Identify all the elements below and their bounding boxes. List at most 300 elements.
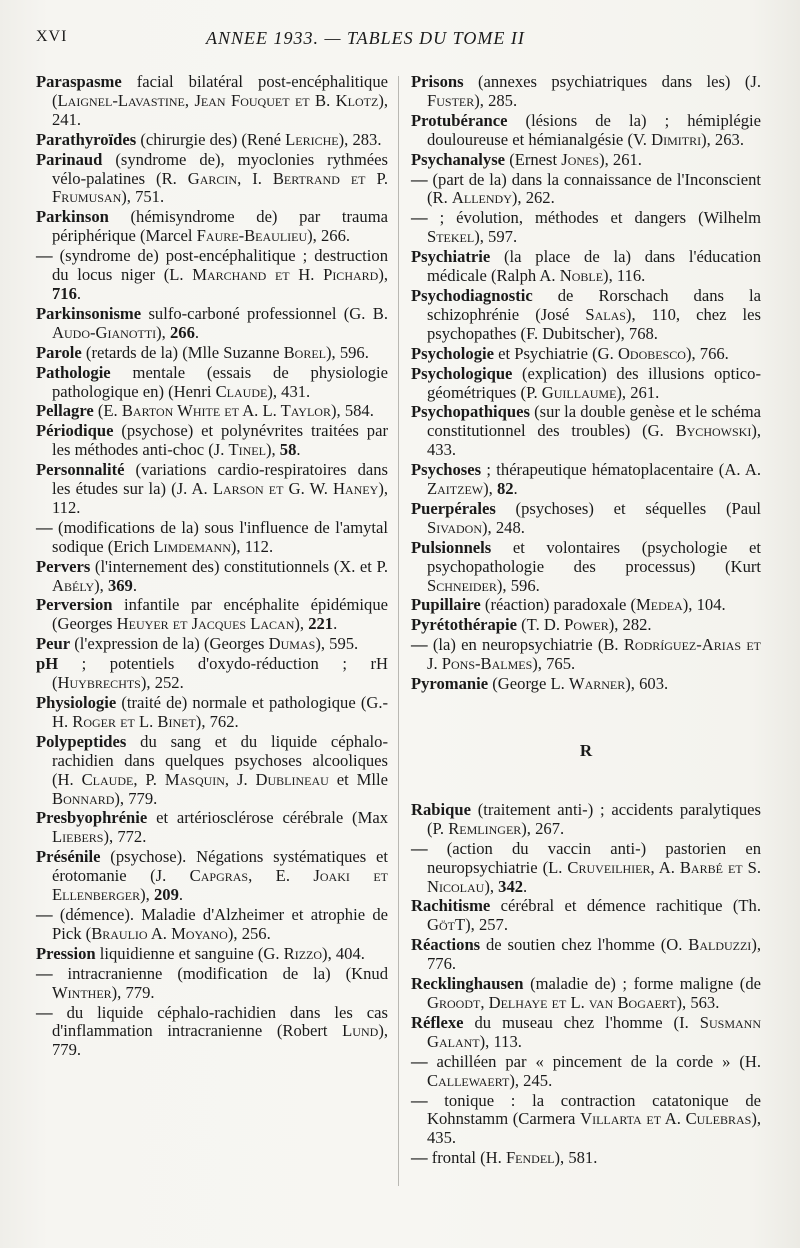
entry-authors: Remlinger <box>448 818 522 838</box>
entry-end: . <box>159 187 165 207</box>
index-entry <box>411 1014 761 1052</box>
index-entry <box>411 287 761 344</box>
index-entry <box>36 965 388 1003</box>
entry-headword: — <box>411 1148 428 1168</box>
entry-authors: Winther <box>52 982 112 1002</box>
entry-page-ref: 563 <box>690 992 716 1012</box>
entry-end: . <box>548 1070 553 1090</box>
entry-text: (réaction) paradoxale ( <box>480 595 637 615</box>
entry-end: . <box>345 226 351 246</box>
entry-text: tonique : la contraction catatonique de Kohnstamm (Carmera <box>427 1090 761 1129</box>
entry-text: (psychoses) et séquelles (Paul <box>495 498 761 518</box>
index-entry <box>36 558 388 596</box>
entry-text: et Psychiatrie (G. <box>493 343 618 363</box>
index-entry <box>36 848 388 905</box>
entry-headword: Parathyroïdes <box>36 129 137 149</box>
entry-end: . <box>739 129 744 149</box>
index-entry <box>36 151 388 208</box>
entry-page-ref: 716 <box>52 283 77 303</box>
entry-page-ref: 112 <box>52 497 77 517</box>
index-entry <box>411 345 761 364</box>
entry-text: (traité de) normale et pathologique (G.-H. <box>52 693 388 731</box>
entry-end: . <box>503 915 508 935</box>
entry-end: . <box>560 818 565 838</box>
entry-punct: ), <box>156 322 170 342</box>
index-entry <box>36 208 388 246</box>
entry-text: cérébral et démence rachitique (Th. <box>490 896 761 916</box>
entry-authors: Barton White et A. L. Taylor <box>121 401 331 421</box>
entry-text: (lésions de la) ; hémiplégie douloureuse et hémianalgésie (V. <box>427 110 761 149</box>
entry-headword: Périodique <box>36 421 114 441</box>
entry-text: liquidienne et sanguine (G. <box>95 943 284 963</box>
entry-headword: — <box>411 1051 428 1071</box>
entry-end: . <box>360 943 365 963</box>
entry-authors: Salas <box>585 304 626 324</box>
entry-end: . <box>354 634 359 654</box>
entry-page-ref: 596 <box>339 342 365 362</box>
entry-authors: Bychowski <box>675 421 752 441</box>
entry-text: (part de la) dans la connaissance de l'Inconscient (R. <box>427 169 761 208</box>
entry-authors-extra: Bonnard <box>52 788 115 808</box>
entry-page-ref: 603 <box>639 674 664 694</box>
index-entry <box>36 247 388 304</box>
entry-page-ref: 751 <box>135 187 160 207</box>
entry-end: . <box>76 497 81 517</box>
entry-authors: Noble <box>559 266 604 286</box>
entry-text: et volontaires (psychologie et psychopathologie des processus) (Kurt <box>427 537 761 576</box>
entry-punct: ), <box>114 788 129 808</box>
entry-punct: ), <box>676 992 691 1012</box>
entry-page-ref: 766 <box>699 343 725 363</box>
entry-text: (syndrome de) post-encéphalitique ; destruction du locus niger (L. <box>52 246 388 285</box>
index-entry <box>36 945 388 964</box>
entry-authors: Heuyer et Jacques Lacan <box>116 614 295 634</box>
entry-text: (l'internement des) constitutionnels (X. et P. <box>90 556 388 576</box>
entry-punct: ), <box>227 923 242 943</box>
entry-page-ref: 779 <box>128 788 154 808</box>
entry-authors: Stekel <box>427 227 475 247</box>
entry-text: frontal (H. <box>427 1148 506 1168</box>
entry-end: . <box>520 517 525 537</box>
entry-end: . <box>550 188 555 208</box>
entry-authors: Capgras, E. Joaki et Ellenberger <box>52 866 388 905</box>
section-letter: R <box>579 741 593 760</box>
entry-end: . <box>369 401 374 421</box>
index-entry <box>411 171 761 209</box>
index-entry <box>411 636 761 674</box>
index-entry <box>36 519 388 557</box>
entry-headword: Rachitisme <box>411 896 491 916</box>
entry-page-ref: 581 <box>568 1148 594 1168</box>
index-entry <box>36 733 388 809</box>
entry-punct: ), <box>111 982 126 1002</box>
entry-punct: ), <box>338 129 353 149</box>
index-entry <box>411 1053 761 1091</box>
entry-punct: ), <box>103 827 118 847</box>
entry-authors: Dumas <box>268 634 316 654</box>
entry-authors: Tinel <box>228 440 266 460</box>
index-entry <box>36 364 388 402</box>
entry-punct: ), <box>465 915 479 935</box>
entry-punct: ), <box>625 674 640 694</box>
entry-page-ref: 433 <box>427 440 452 460</box>
entry-punct: ), <box>267 381 282 401</box>
entry-text: (retards de la) (Mlle Suzanne <box>81 342 284 362</box>
entry-punct: ), <box>608 615 623 635</box>
entry-page-ref: 261 <box>630 382 656 402</box>
entry-punct: ), <box>511 188 526 208</box>
entry-punct: ), <box>603 266 617 286</box>
entry-text: (psychose) et polynévrites traitées par les méthodes anti-choc (J. <box>52 421 388 460</box>
entry-authors: Sivadon <box>427 517 483 537</box>
entry-text: du sang et du liquide céphalo-rachidien dans quelques psychoses alcooliques (H. <box>52 731 388 789</box>
index-entry <box>411 539 761 596</box>
index-entry <box>411 1149 761 1168</box>
entry-end: . <box>234 711 239 731</box>
entry-headword: Pulsionnels <box>411 537 492 557</box>
index-entry <box>411 975 761 1013</box>
entry-end: . <box>517 1031 522 1051</box>
entry-authors: Fendel <box>505 1148 555 1168</box>
entry-page-ref: 266 <box>320 226 346 246</box>
entry-authors: Dimitri <box>651 129 702 149</box>
entry-text: (action du vaccin anti-) pastorien en neuropsychiatrie (L. <box>427 838 761 877</box>
index-entry <box>411 365 761 403</box>
entry-authors: Leriche <box>285 129 339 149</box>
entry-authors: Faure-Beaulieu <box>196 226 308 246</box>
entry-end: . <box>76 283 82 303</box>
entry-end: . <box>451 1128 457 1148</box>
entry-headword: — <box>411 208 428 228</box>
entry-page-ref: 776 <box>427 954 452 974</box>
entry-headword: — <box>411 1090 428 1110</box>
entry-authors: Roger et L. Binet <box>72 711 196 731</box>
entry-headword: Pyromanie <box>411 674 489 694</box>
entry-authors: Laignel-Lavastine, Jean Fouquet et B. Klotz <box>57 90 379 110</box>
entry-headword: Physiologie <box>36 693 117 712</box>
entry-headword: Pellagre <box>36 401 94 421</box>
entry-page-ref: 595 <box>329 634 355 654</box>
entry-page-ref: 58 <box>279 440 297 460</box>
entry-end: . <box>570 654 576 674</box>
entry-punct: ), <box>751 1109 761 1129</box>
entry-text: (Ernest <box>505 149 562 169</box>
entry-headword: Protubérance <box>411 110 508 130</box>
index-entry <box>411 73 761 111</box>
entry-authors: Braulio A. Moyano <box>91 923 228 943</box>
entry-punct: ), <box>140 885 154 905</box>
entry-authors: Claude <box>215 381 268 401</box>
entry-headword: — <box>36 517 53 537</box>
entry-punct: ), <box>230 536 245 556</box>
entry-authors: Larson et G. W. Haney <box>212 479 379 499</box>
entry-headword: Recklinghausen <box>411 974 524 994</box>
entry-text: du museau chez l'homme (I. <box>463 1012 700 1032</box>
entry-headword: Personnalité <box>36 460 125 480</box>
index-entry <box>411 897 761 935</box>
entry-page-ref: 263 <box>714 129 740 149</box>
entry-text: ; évolution, méthodes et dangers (Wilhelm <box>427 208 761 228</box>
index-entry <box>36 635 388 654</box>
entry-authors: Guillaume <box>541 382 617 402</box>
entry-authors: Villarta et A. Culebras <box>580 1109 752 1129</box>
entry-end: . <box>194 322 200 342</box>
entry-authors: Abély <box>52 575 95 595</box>
entry-punct: ), <box>532 654 547 674</box>
entry-headword: Psychanalyse <box>411 149 506 169</box>
entry-end: . <box>178 885 184 905</box>
right-column-r-entries <box>411 801 761 1168</box>
entry-page-ref: 104 <box>696 595 722 615</box>
page-header <box>36 28 756 58</box>
entry-headword: — <box>411 169 428 189</box>
entry-page-ref: 110 <box>651 304 676 324</box>
entry-punct: ), <box>378 265 389 285</box>
entry-headword: Parole <box>36 342 82 362</box>
entry-headword: pH <box>36 654 59 674</box>
entry-page-ref: 435 <box>427 1128 452 1148</box>
entry-end: . <box>377 129 382 149</box>
entry-end: . <box>76 109 82 129</box>
entry-headword: — <box>411 635 428 655</box>
entry-authors: Susmann Galant <box>427 1012 761 1051</box>
entry-text: (annexes psychiatriques dans les) (J. <box>463 72 761 91</box>
index-entry <box>411 500 761 538</box>
entry-headword: Polypeptides <box>36 731 127 751</box>
entry-authors: Fuster <box>427 90 475 110</box>
entry-text: de Rorschach dans la schizophrénie (José <box>427 285 761 324</box>
entry-text: ; thérapeutique hématoplacentaire (A. A. <box>481 460 761 480</box>
entry-authors: Rodríguez-Arias et J. Pons-Balmes <box>427 635 761 674</box>
entry-text: (E. <box>93 401 122 421</box>
entry-page-ref: 221 <box>308 614 334 634</box>
entry-end: . <box>535 575 540 595</box>
entry-text: (syndrome de), myoclonies rythmées vélo-palatines (R. <box>52 149 388 188</box>
entry-headword: Pupillaire <box>411 595 481 615</box>
entry-page-ref: 209 <box>153 885 179 905</box>
entry-end: . <box>364 342 369 362</box>
entry-headword: Réflexe <box>411 1012 464 1032</box>
entry-text: achilléen par « pincement de la corde » (H. <box>427 1051 761 1071</box>
entry-page-ref: 261 <box>612 149 638 169</box>
entry-end: , chez les psychopathes (F. Dubitscher), 768. <box>427 304 761 343</box>
entry-authors: Audo-Gianotti <box>52 322 157 342</box>
entry-authors: Balduzzi <box>688 935 752 955</box>
entry-text: (hémisyndrome de) par trauma périphérique (Marcel <box>52 207 388 246</box>
entry-authors: Rizzo <box>283 943 323 963</box>
entry-end: . <box>150 982 155 1002</box>
entry-end: . <box>451 440 457 460</box>
entry-text: (chirurgie des) (René <box>136 129 286 149</box>
entry-headword: — <box>36 963 53 983</box>
entry-headword: Psychologie <box>411 343 494 363</box>
right-column-p-entries <box>411 73 761 694</box>
index-entry <box>36 596 388 634</box>
entry-end: . <box>132 575 137 595</box>
entry-punct: ), <box>685 343 700 363</box>
entry-punct: ), <box>496 575 511 595</box>
index-entry <box>411 112 761 150</box>
entry-text: de soutien chez l'homme (O. <box>480 935 689 955</box>
entry-punct: ), <box>330 401 345 421</box>
entry-headword: Rabique <box>411 799 471 819</box>
entry-page-ref: 584 <box>344 401 370 421</box>
entry-headword: Psychopathiques <box>411 402 530 422</box>
entry-authors: Garcin, I. Bertrand et P. Frumusan <box>52 168 388 207</box>
entry-authors: Lund <box>342 1021 379 1041</box>
entry-page-ref: 82 <box>496 479 514 499</box>
entry-end: . <box>268 536 274 556</box>
entry-text: (la) en neuropsychiatrie (B. <box>427 635 624 655</box>
entry-punct: ), <box>625 304 652 324</box>
index-entry <box>36 305 388 343</box>
entry-end: . <box>641 266 646 286</box>
index-entry <box>411 151 761 170</box>
entry-headword: — <box>36 246 53 266</box>
entry-headword: Psychiatrie <box>411 247 491 267</box>
entry-end: . <box>593 1148 598 1168</box>
entry-end: . <box>76 1040 82 1060</box>
entry-end: . <box>142 827 147 847</box>
entry-end: . <box>637 149 642 169</box>
entry-authors: GötT <box>427 915 466 935</box>
entry-page-ref: 267 <box>535 818 560 838</box>
entry-page-ref: 252 <box>154 673 180 693</box>
entry-punct: ), <box>474 227 489 247</box>
entry-punct: ), <box>378 90 388 110</box>
entry-end: . <box>296 440 301 460</box>
entry-punct: ), <box>554 1148 569 1168</box>
entry-end: . <box>724 343 729 363</box>
entry-page-ref: 241 <box>52 109 77 129</box>
entry-page-ref: 431 <box>281 381 307 401</box>
entry-punct: ), <box>682 595 697 615</box>
entry-headword: Perversion <box>36 595 113 615</box>
entry-end: . <box>266 923 271 943</box>
entry-authors: Groodt, Delhaye et L. van Bogaert <box>427 992 677 1012</box>
index-entry <box>411 801 761 839</box>
entry-end: . <box>333 614 338 634</box>
entry-headword: — <box>36 1002 53 1022</box>
entry-page-ref: 283 <box>352 129 378 149</box>
entry-punct: ), <box>378 1021 388 1041</box>
entry-authors: Callewaert <box>427 1070 510 1090</box>
entry-page-ref: 113 <box>493 1031 518 1051</box>
index-entry <box>36 131 388 150</box>
index-entry <box>36 422 388 460</box>
entry-end: . <box>153 788 158 808</box>
entry-authors: Warner <box>568 674 626 694</box>
entry-text: (démence). Maladie d'Alzheimer et atrophie de Pick ( <box>52 904 388 943</box>
entry-page-ref: 282 <box>622 615 648 635</box>
entry-text: (l'expression de la) (Georges <box>70 634 269 654</box>
entry-authors: Borel <box>283 342 326 362</box>
entry-text: ; potentiels d'oxydo-réduction ; rH ( <box>52 654 388 693</box>
entry-end: . <box>512 90 518 110</box>
entry-punct: ), <box>195 711 210 731</box>
entry-headword: Pathologie <box>36 362 111 382</box>
entry-page-ref: 285 <box>488 90 513 110</box>
entry-punct: ), <box>483 479 497 499</box>
entry-punct: et Mlle <box>328 769 389 789</box>
entry-end: . <box>451 954 457 974</box>
entry-text: (variations cardio-respiratoires dans les études sur la) (J. A. <box>52 460 388 499</box>
entry-end: . <box>663 674 669 694</box>
entry-authors: Limdemann <box>153 536 231 556</box>
entry-headword: Puerpérales <box>411 498 496 518</box>
entry-page-ref: 404 <box>335 943 361 963</box>
entry-text: du liquide céphalo-rachidien dans les cas d'inflammation intracranienne (Robert <box>52 1002 388 1041</box>
entry-punct: ), <box>121 187 136 207</box>
entry-headword: Pression <box>36 943 96 963</box>
index-entry <box>36 1004 388 1061</box>
index-entry <box>411 461 761 499</box>
entry-text: (psychose). Négations systématiques et érotomanie (J. <box>52 847 388 886</box>
entry-headword: Pervers <box>36 556 91 576</box>
entry-headword: Parinaud <box>36 149 103 169</box>
entry-end: . <box>306 381 311 401</box>
entry-headword: Peur <box>36 634 71 654</box>
entry-headword: — <box>411 838 428 858</box>
index-entry <box>36 73 388 130</box>
entry-punct: ), <box>294 614 309 634</box>
entry-authors: Marchand et H. Pichard <box>192 265 379 285</box>
entry-page-ref: 262 <box>525 188 551 208</box>
entry-punct: ), <box>378 479 388 499</box>
entry-page-ref: 112 <box>244 536 269 556</box>
right-column <box>411 73 761 1169</box>
entry-headword: Parkinson <box>36 207 109 227</box>
entry-authors: Power <box>564 615 609 635</box>
entry-headword: Présénile <box>36 847 101 867</box>
entry-text: et artériosclérose cérébrale (Max <box>147 808 388 828</box>
entry-page-ref: 342 <box>498 876 524 896</box>
index-entry <box>36 809 388 847</box>
entry-authors: Medea <box>636 595 683 615</box>
entry-page-ref: 266 <box>169 322 195 342</box>
entry-end: . <box>721 595 726 615</box>
entry-punct: ), <box>701 129 715 149</box>
entry-end: . <box>647 615 652 635</box>
entry-end: . <box>655 382 660 402</box>
entry-headword: Paraspasme <box>36 72 122 91</box>
left-column <box>36 73 388 1061</box>
entry-headword: Parkinsonisme <box>36 303 142 323</box>
entry-end: . <box>179 673 184 693</box>
entry-punct: ), <box>599 149 613 169</box>
entry-headword: Prisons <box>411 72 464 91</box>
entry-authors: Claude, P. Masquin, J. Dublineau <box>81 769 329 789</box>
entry-text: sulfo-carboné professionnel (G. B. <box>141 303 388 323</box>
entry-punct: ), <box>521 818 536 838</box>
index-entry <box>411 675 761 694</box>
entry-text: (explication) des illusions optico-géométriques (P. <box>427 363 761 402</box>
index-entry <box>411 1092 761 1149</box>
entry-text: mentale (essais de physiologie pathologique en) (Henri <box>52 362 388 401</box>
index-entry <box>411 403 761 460</box>
entry-end: . <box>523 876 528 896</box>
entry-page-ref: 245 <box>523 1070 549 1090</box>
entry-end: . <box>715 992 720 1012</box>
entry-punct: ), <box>751 421 761 441</box>
page-number: XVI <box>36 28 68 45</box>
entry-page-ref: 765 <box>546 654 571 674</box>
entry-punct: ), <box>751 935 761 955</box>
entry-text: intracranienne (modification de la) (Knud <box>52 963 388 983</box>
entry-page-ref: 116 <box>616 266 642 286</box>
entry-authors: Odobesco <box>617 343 686 363</box>
entry-punct: ), <box>94 575 108 595</box>
